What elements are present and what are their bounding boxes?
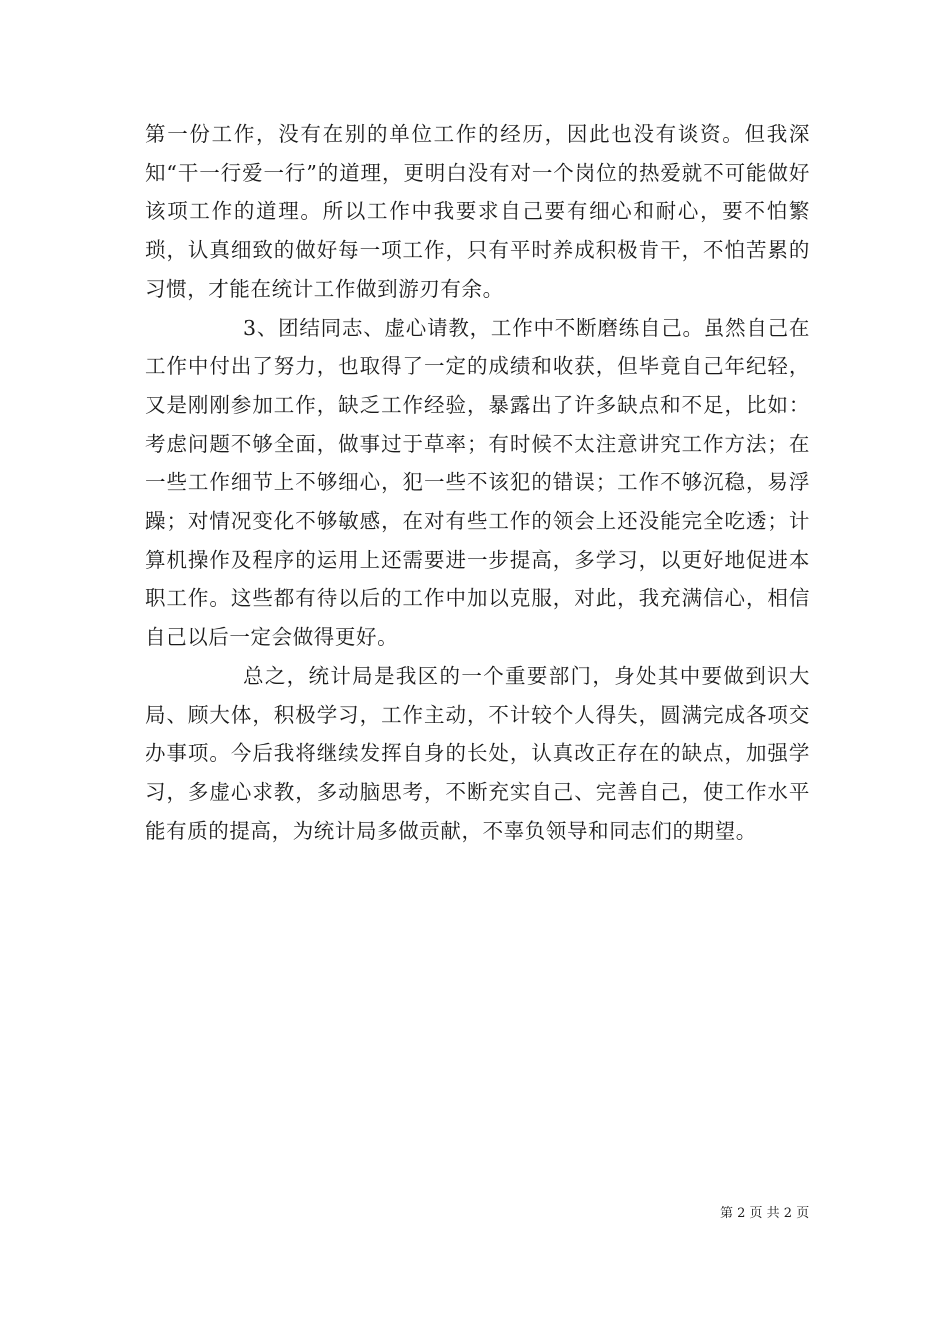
document-body [145, 115, 810, 850]
paragraph-continued: 第一份工作，没有在别的单位工作的经历，因此也没有谈资。但我深知“干一行爱一行”的道理，更明白没有对一个岗位的热爱就不可能做好该项工作的道理。所以工作中我要求自己要有细心和耐心，要不怕繁琐，认真细致的做好每一项工作，只有平时养成积极肯干，不怕苦累的习惯，才能在统计工作做到游刃有余。 [145, 122, 810, 301]
paragraph-conclusion: 总之，统计局是我区的一个重要部门，身处其中要做到识大局、顾大体，积极学习，工作主动，不计较个人得失，圆满完成各项交办事项。今后我将继续发挥自身的长处，认真改正存在的缺点，加强学习，多虚心求教，多动脑思考，不断充实自己、完善自己，使工作水平能有质的提高，为统计局多做贡献，不辜负领导和同志们的期望。 [145, 663, 810, 843]
page-number-footer: 第 2 页 共 2 页 [720, 1206, 810, 1221]
paragraph-3-unity: 3、团结同志、虚心请教，工作中不断磨练自己。虽然自己在工作中付出了努力，也取得了一定的成绩和收获，但毕竟自己年纪轻，又是刚刚参加工作，缺乏工作经验，暴露出了许多缺点和不足，比如：考虑问题不够全面，做事过于草率；有时候不太注意讲究工作方法；在一些工作细节上不够细心，犯一些不该犯的错误；工作不够沉稳，易浮躁；对情况变化不够敏感，在对有些工作的领会上还没能完全吃透；计算机操作及程序的运用上还需要进一步提高，多学习，以更好地促进本职工作。这些都有待以后的工作中加以克服，对此，我充满信心，相信自己以后一定会做得更好。 [145, 315, 810, 650]
